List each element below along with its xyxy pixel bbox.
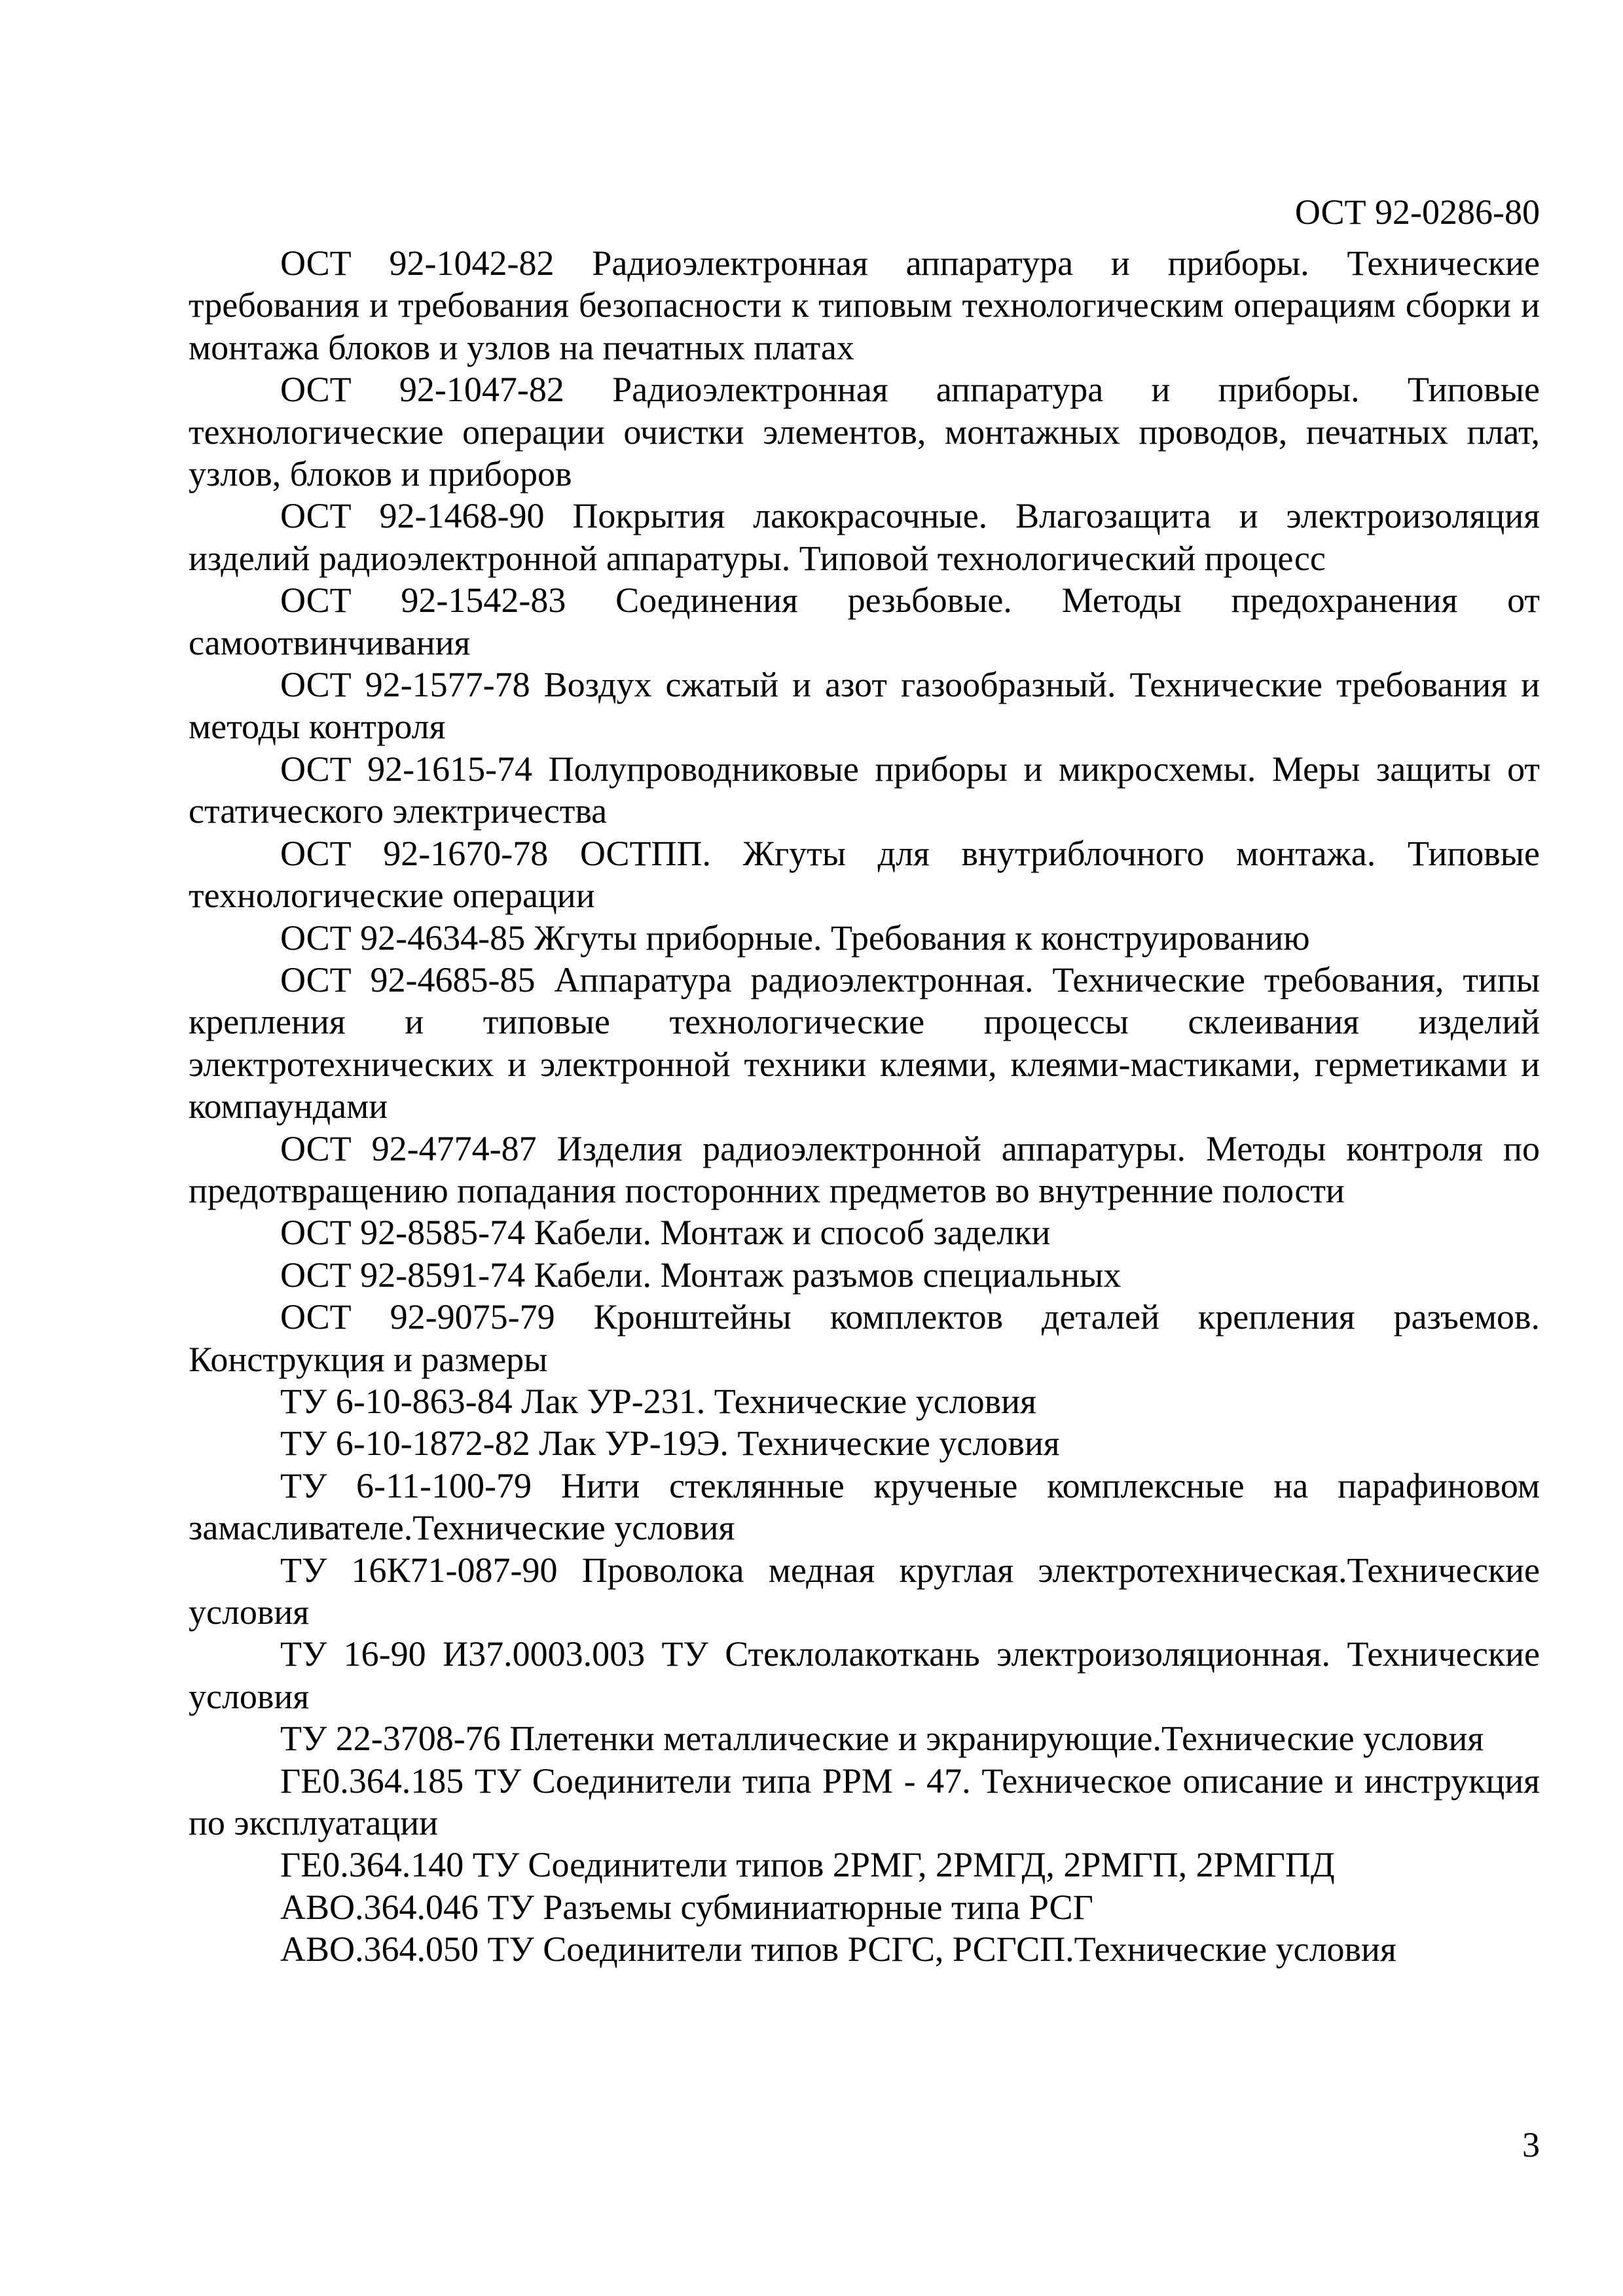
reference-title: Соединения резьбовые. Методы предохранения от самоотвинчивания <box>189 581 1541 662</box>
page-number: 3 <box>1522 2125 1540 2164</box>
reference-title: Нити стеклянные крученые комплексные на парафиновом замасливателе.Технические условия <box>189 1465 1540 1548</box>
reference-item <box>189 664 1540 748</box>
reference-code: ОСТ 92-1615-74 <box>280 749 533 789</box>
document-code-header: ОСТ 92-0286-80 <box>1294 192 1540 232</box>
reference-item <box>189 1254 1540 1296</box>
reference-code: ГЕ0.364.185 ТУ <box>280 1761 522 1801</box>
reference-code: АВО.364.046 ТУ <box>280 1887 534 1927</box>
reference-title: Кабели. Монтаж и способ заделки <box>534 1213 1051 1253</box>
reference-item <box>189 748 1540 833</box>
reference-item <box>189 833 1540 917</box>
reference-item <box>189 1549 1540 1634</box>
reference-item <box>189 1717 1540 1759</box>
reference-code: ОСТ 92-4685-85 <box>280 960 536 999</box>
reference-code: ТУ 22-3708-76 <box>280 1719 501 1759</box>
reference-item <box>189 1465 1540 1549</box>
reference-title: Кабели. Монтаж разъмов специальных <box>534 1255 1122 1295</box>
reference-item <box>189 368 1540 495</box>
reference-title: Радиоэлектронная аппаратура и приборы. Технические требования и требования безопасности к типовым технологическим операциям сборки и монтажа блоков и узлов на печатных платах <box>189 243 1541 367</box>
reference-code: ТУ 16К71-087-90 <box>280 1550 558 1590</box>
reference-item <box>189 1422 1540 1464</box>
reference-title: Плетенки металлические и экранирующие.Технические условия <box>509 1719 1484 1759</box>
reference-code: ОСТ 92-8585-74 <box>280 1213 526 1253</box>
reference-code: ОСТ 92-1670-78 <box>280 833 549 873</box>
reference-item <box>189 917 1540 959</box>
reference-code: ОСТ 92-1577-78 <box>280 665 530 705</box>
reference-item <box>189 959 1540 1128</box>
reference-code: ОСТ 92-4774-87 <box>280 1128 537 1168</box>
reference-code: ОСТ 92-1542-83 <box>280 581 566 620</box>
reference-item <box>189 495 1540 579</box>
reference-title: Покрытия лакокрасочные. Влагозащита и электроизоляция изделий радиоэлектронной аппаратуры. Типовой технологический процесс <box>189 496 1541 578</box>
reference-code: ГЕ0.364.140 ТУ <box>280 1845 519 1885</box>
reference-code: ТУ 6-10-1872-82 <box>280 1424 530 1463</box>
reference-item <box>189 1380 1540 1422</box>
reference-title: Воздух сжатый и азот газообразный. Технические требования и методы контроля <box>189 665 1540 747</box>
reference-title: Соединители типа РРМ - 47. Техническое описание и инструкция по эксплуатации <box>189 1761 1541 1843</box>
reference-title: Лак УР-19Э. Технические условия <box>539 1424 1060 1463</box>
reference-item <box>189 1760 1540 1844</box>
reference-item <box>189 1211 1540 1253</box>
reference-title: ОСТПП. Жгуты для внутриблочного монтажа. Типовые технологические операции <box>189 833 1541 916</box>
reference-item <box>189 1844 1540 1886</box>
reference-title: Соединители типов РСГС, РСГСП.Технические условия <box>543 1929 1396 1969</box>
reference-title: Лак УР-231. Технические условия <box>521 1381 1036 1421</box>
reference-title: Кронштейны комплектов деталей крепления разъемов. Конструкция и размеры <box>189 1297 1541 1379</box>
reference-item <box>189 1928 1540 1970</box>
reference-code: ОСТ 92-1468-90 <box>280 496 545 536</box>
reference-code: ТУ 6-10-863-84 <box>280 1381 513 1421</box>
reference-title: Стеклолакоткань электроизоляционная. Технические условия <box>189 1634 1540 1716</box>
reference-title: Полупроводниковые приборы и микросхемы. Меры защиты от статического электричества <box>189 749 1540 831</box>
reference-title: Изделия радиоэлектронной аппаратуры. Методы контроля по предотвращению попадания посторонних предметов во внутренние полости <box>189 1128 1541 1210</box>
reference-item <box>189 1886 1540 1928</box>
reference-code: ОСТ 92-4634-85 <box>280 918 526 958</box>
reference-code: ТУ 6-11-100-79 <box>280 1465 532 1505</box>
reference-item <box>189 1128 1540 1212</box>
reference-code: ОСТ 92-8591-74 <box>280 1255 526 1295</box>
reference-item <box>189 1633 1540 1717</box>
reference-code: ОСТ 92-1042-82 <box>280 243 555 283</box>
reference-code: ОСТ 92-1047-82 <box>280 370 564 410</box>
reference-title: Разъемы субминиатюрные типа РСГ <box>543 1887 1093 1927</box>
references-list <box>189 242 1540 1971</box>
reference-item <box>189 579 1540 664</box>
reference-code: ОСТ 92-9075-79 <box>280 1297 555 1337</box>
reference-code: ТУ 16-90 И37.0003.003 ТУ <box>280 1634 708 1674</box>
reference-item <box>189 1296 1540 1380</box>
reference-item <box>189 242 1540 368</box>
reference-title: Аппаратура радиоэлектронная. Технические требования, типы крепления и типовые технологические процессы склеивания изделий электротехнических и электронной техники клеями, клеями-мастиками, герметиками и компаундами <box>189 960 1541 1126</box>
reference-title: Проволока медная круглая электротехническая.Технические условия <box>189 1550 1540 1632</box>
reference-title: Радиоэлектронная аппаратура и приборы. Типовые технологические операции очистки элементов, монтажных проводов, печатных плат, узлов, блоков и приборов <box>189 370 1541 494</box>
reference-code: АВО.364.050 ТУ <box>280 1929 534 1969</box>
reference-title: Жгуты приборные. Требования к конструированию <box>534 918 1310 958</box>
reference-title: Соединители типов 2РМГ, 2РМГД, 2РМГП, 2РМГПД <box>528 1845 1335 1885</box>
